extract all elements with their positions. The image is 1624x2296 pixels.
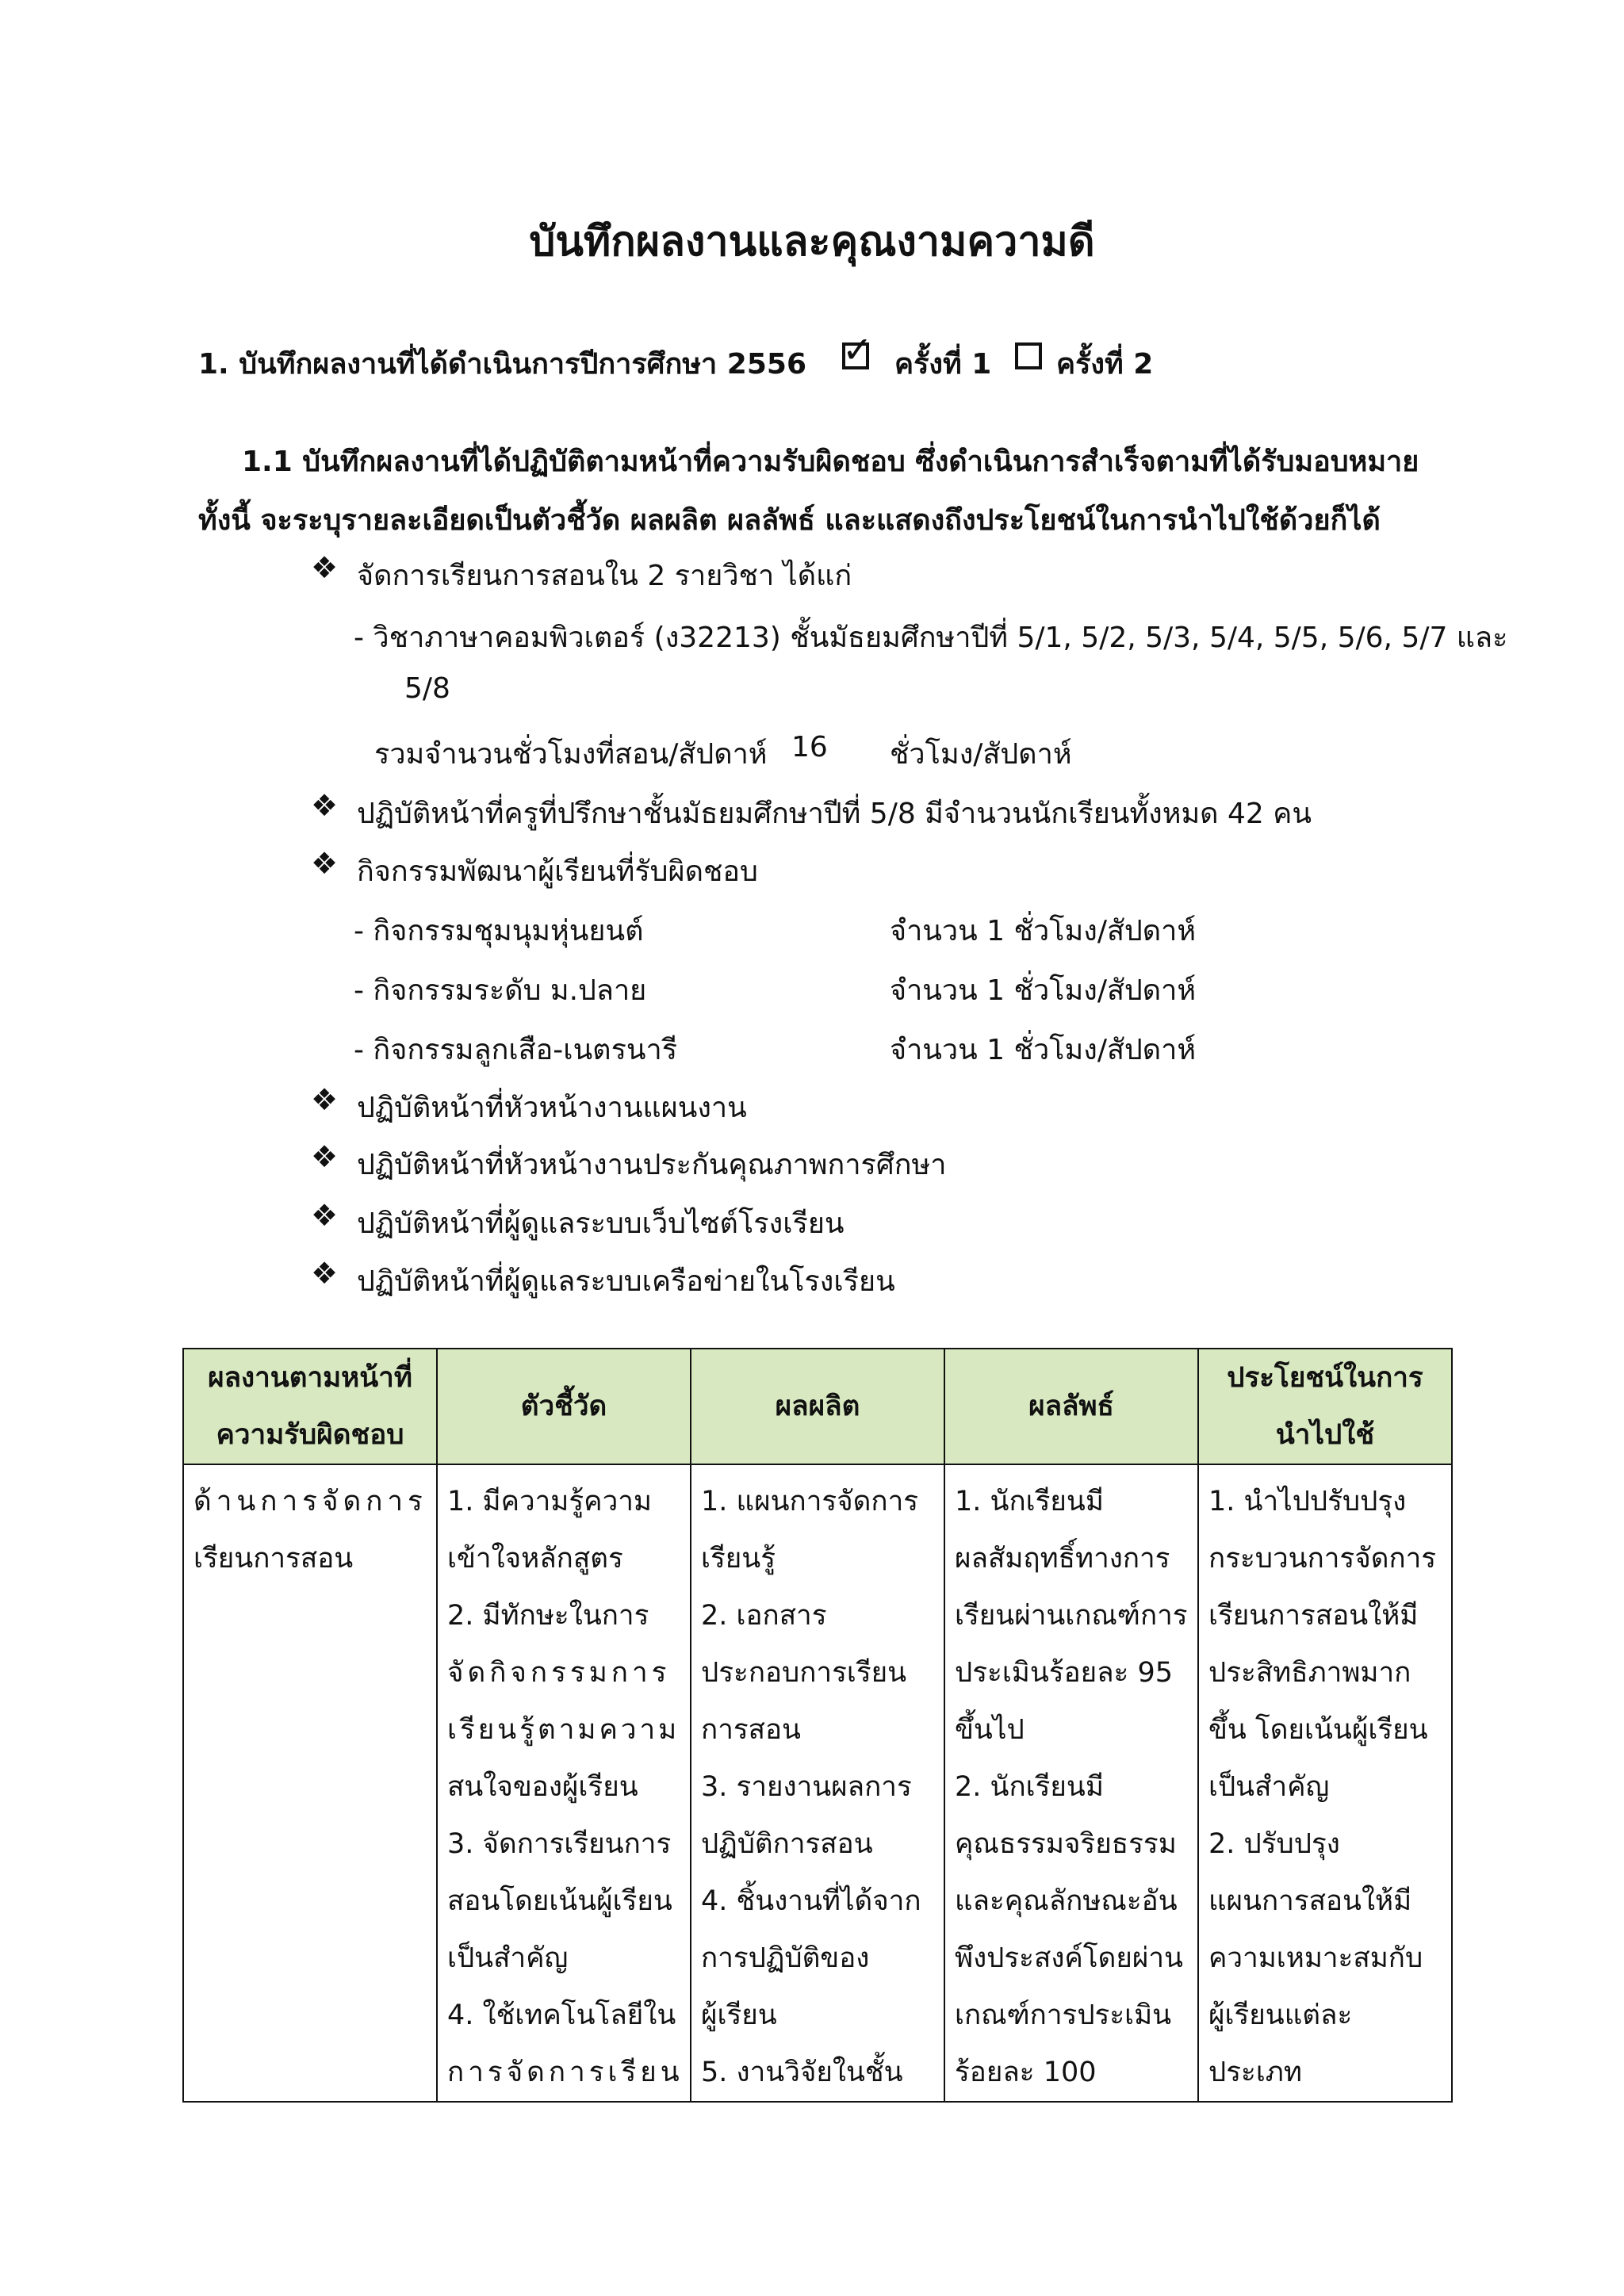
page-title: บันทึกผลงานและคุณงามความดี	[529, 218, 1095, 266]
cell-line: 2. เอกสาร	[701, 1600, 827, 1632]
cell-responsibility	[183, 1464, 437, 2102]
header-line: ตัวชี้วัด	[520, 1391, 607, 1422]
diamond-bullet-icon: ❖	[311, 1256, 339, 1291]
cell-line: จัดกิจกรรมการ	[447, 1657, 671, 1689]
performance-table	[182, 1348, 1453, 2103]
header-responsibility	[183, 1349, 437, 1464]
cell-line: 2. ปรับปรุง	[1208, 1828, 1340, 1860]
cell-line: 4. ใช้เทคโนโลยีใน	[447, 1999, 676, 2031]
option2-label: ครั้งที่ 2	[1056, 348, 1154, 381]
diamond-bullet-icon: ❖	[311, 788, 339, 823]
cell-line: 1. นำไปปรับปรุง	[1208, 1486, 1407, 1517]
option1-label: ครั้งที่ 1	[894, 348, 992, 381]
section-1-1-line1: 1.1 บันทึกผลงานที่ได้ปฏิบัติตามหน้าที่ความรับผิดชอบ ซึ่งดำเนินการสำเร็จตามที่ได้รับมอบหมาย	[242, 446, 1419, 478]
subject-line1: - วิชาภาษาคอมพิวเตอร์ (ง32213) ชั้นมัธยมศึกษาปีที่ 5/1, 5/2, 5/3, 5/4, 5/5, 5/6, 5/7 และ	[354, 622, 1508, 654]
cell-line: 1. มีความรู้ความ	[447, 1486, 652, 1517]
section-1-1-line2: ทั้งนี้ จะระบุรายละเอียดเป็นตัวชี้วัด ผลผลิต ผลลัพธ์ และแสดงถึงประโยชน์ในการนำไปใช้ด้วยก็ได้	[198, 504, 1381, 537]
cell-line: 3. รายงานผลการ	[701, 1771, 912, 1803]
duty-item: ปฏิบัติหน้าที่หัวหน้างานแผนงาน	[357, 1092, 747, 1124]
cell-line: 1. แผนการจัดการ	[701, 1486, 919, 1517]
diamond-bullet-icon: ❖	[311, 550, 339, 585]
header-line: ประโยชน์ในการ	[1227, 1362, 1423, 1394]
activity-amount: จำนวน 1 ชั่วโมง/สัปดาห์	[890, 974, 1197, 1007]
option2-checkbox[interactable]	[1015, 342, 1042, 369]
header-line: ความรับผิดชอบ	[216, 1419, 404, 1451]
table-header-row	[183, 1349, 1452, 1464]
section-1-label: 1. บันทึกผลงานที่ได้ดำเนินการปีการศึกษา 2556	[198, 348, 807, 381]
cell-line: เกณฑ์การประเมิน	[955, 1999, 1172, 2031]
activity-name: - กิจกรรมชุมนุมหุ่นยนต์	[354, 915, 644, 947]
advisor-item: ปฏิบัติหน้าที่ครูที่ปรึกษาชั้นมัธยมศึกษาปีที่ 5/8 มีจำนวนนักเรียนทั้งหมด 42 คน	[357, 798, 1312, 830]
cell-line: 3. จัดการเรียนการ	[447, 1828, 672, 1860]
cell-line: ประสิทธิภาพมาก	[1208, 1657, 1411, 1689]
cell-line: ปฏิบัติการสอน	[701, 1828, 873, 1860]
cell-output	[691, 1464, 944, 2102]
cell-line: ความเหมาะสมกับ	[1208, 1942, 1423, 1974]
cell-indicator	[437, 1464, 691, 2102]
cell-line: เป็นสำคัญ	[1208, 1771, 1330, 1803]
table-row	[183, 1464, 1452, 2102]
activities-heading: กิจกรรมพัฒนาผู้เรียนที่รับผิดชอบ	[357, 855, 758, 888]
activity-amount: จำนวน 1 ชั่วโมง/สัปดาห์	[890, 1034, 1197, 1066]
cell-outcome	[944, 1464, 1198, 2102]
cell-line: ขึ้น โดยเน้นผู้เรียน	[1208, 1714, 1428, 1746]
cell-line: คุณธรรมจริยธรรม	[955, 1828, 1177, 1860]
header-output	[691, 1349, 944, 1464]
cell-line: การสอน	[701, 1714, 801, 1746]
cell-line: เข้าใจหลักสูตร	[447, 1543, 623, 1575]
cell-line: 2. นักเรียนมี	[955, 1771, 1104, 1803]
cell-line: 1. นักเรียนมี	[955, 1486, 1104, 1517]
cell-line: ประเมินร้อยละ 95	[955, 1657, 1174, 1689]
header-line: ผลงานตามหน้าที่	[208, 1362, 412, 1394]
header-line: ผลลัพธ์	[1028, 1391, 1114, 1422]
header-indicator	[437, 1349, 691, 1464]
cell-line: ขึ้นไป	[955, 1714, 1025, 1746]
duty-item: ปฏิบัติหน้าที่ผู้ดูแลระบบเครือข่ายในโรงเรียน	[357, 1265, 895, 1298]
cell-line: 4. ชิ้นงานที่ได้จาก	[701, 1885, 921, 1917]
hours-unit: ชั่วโมง/สัปดาห์	[890, 738, 1072, 771]
diamond-bullet-icon: ❖	[311, 1082, 339, 1117]
cell-benefit	[1198, 1464, 1452, 2102]
subject-line2: 5/8	[404, 672, 450, 705]
cell-line: สอนโดยเน้นผู้เรียน	[447, 1885, 672, 1917]
cell-line: และคุณลักษณะอัน	[955, 1885, 1178, 1917]
cell-line: ด้านการจัดการ	[193, 1486, 427, 1517]
cell-line: เรียนรู้ตามความ	[447, 1714, 680, 1746]
cell-line: ผู้เรียน	[701, 1999, 777, 2031]
cell-line: แผนการสอนให้มี	[1208, 1885, 1412, 1917]
diamond-bullet-icon: ❖	[311, 846, 339, 881]
cell-line: ผลสัมฤทธิ์ทางการ	[955, 1543, 1170, 1575]
cell-line: เรียนการสอน	[193, 1543, 354, 1575]
cell-line: ประเภท	[1208, 2057, 1302, 2088]
activity-name: - กิจกรรมลูกเสือ-เนตรนารี	[354, 1034, 678, 1066]
diamond-bullet-icon: ❖	[311, 1198, 339, 1233]
cell-line: สนใจของผู้เรียน	[447, 1771, 638, 1803]
cell-line: กระบวนการจัดการ	[1208, 1543, 1437, 1575]
cell-line: เรียนผ่านเกณฑ์การ	[955, 1600, 1188, 1632]
hours-label: รวมจำนวนชั่วโมงที่สอน/สัปดาห์	[374, 738, 768, 771]
cell-line: พึงประสงค์โดยผ่าน	[955, 1942, 1183, 1974]
header-benefit	[1198, 1349, 1452, 1464]
cell-line: ผู้เรียนแต่ละ	[1208, 1999, 1353, 2031]
cell-line: ร้อยละ 100	[955, 2057, 1097, 2088]
duty-item: ปฏิบัติหน้าที่ผู้ดูแลระบบเว็บไซต์โรงเรียน	[357, 1207, 845, 1240]
header-line: ผลผลิต	[775, 1391, 860, 1422]
cell-line: ประกอบการเรียน	[701, 1657, 907, 1689]
activity-name: - กิจกรรมระดับ ม.ปลาย	[354, 974, 647, 1007]
teaching-item: จัดการเรียนการสอนใน 2 รายวิชา ได้แก่	[357, 560, 852, 592]
activity-amount: จำนวน 1 ชั่วโมง/สัปดาห์	[890, 915, 1197, 947]
cell-line: การปฏิบัติของ	[701, 1942, 870, 1974]
cell-line: เรียนรู้	[701, 1543, 776, 1575]
cell-line: เป็นสำคัญ	[447, 1942, 569, 1974]
cell-line: การจัดการเรียน	[447, 2057, 684, 2088]
checkmark-icon: ✓	[842, 328, 873, 371]
diamond-bullet-icon: ❖	[311, 1139, 339, 1174]
header-outcome	[944, 1349, 1198, 1464]
cell-line: 5. งานวิจัยในชั้น	[701, 2057, 903, 2088]
duty-item: ปฏิบัติหน้าที่หัวหน้างานประกันคุณภาพการศึกษา	[357, 1149, 947, 1181]
hours-value: 16	[791, 731, 828, 763]
header-line: นำไปใช้	[1275, 1419, 1375, 1451]
cell-line: 2. มีทักษะในการ	[447, 1600, 649, 1632]
cell-line: เรียนการสอนให้มี	[1208, 1600, 1419, 1632]
